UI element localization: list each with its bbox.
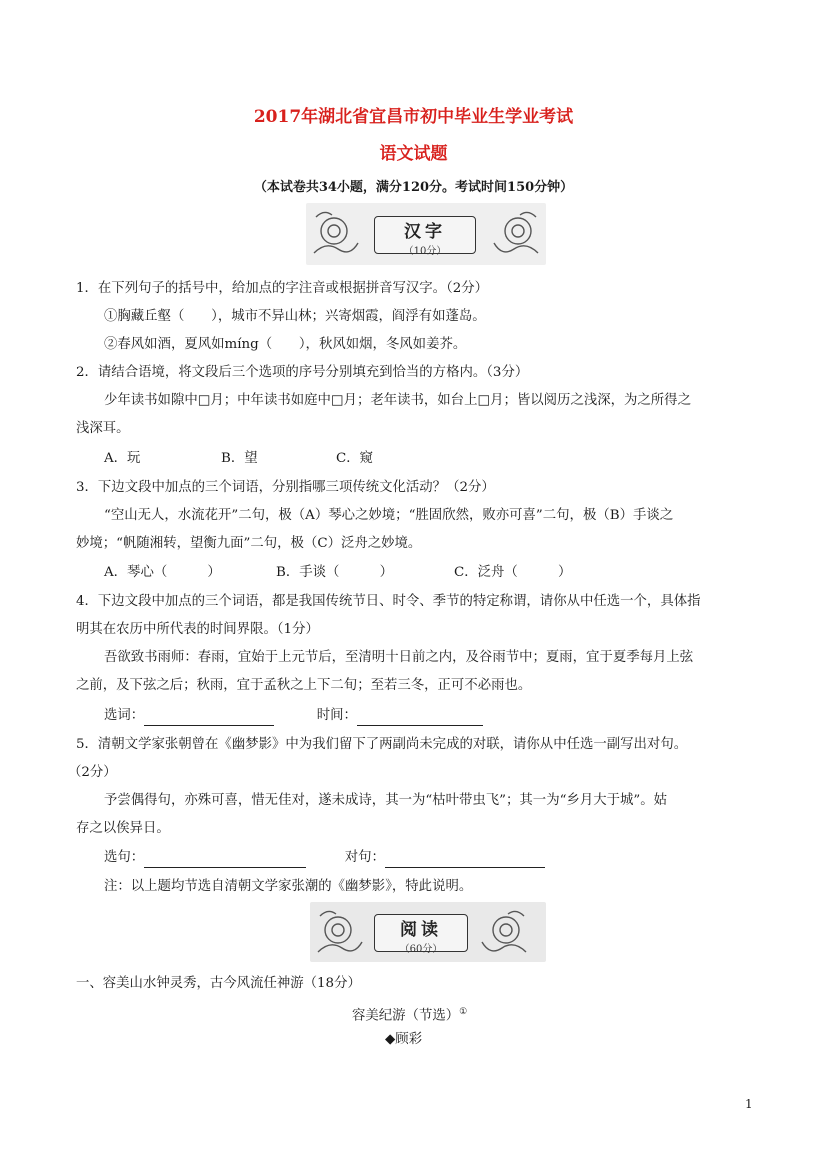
q1-item-a: ①胸藏丘壑（ ），城市不异山林；兴寄烟霞，阎浮有如蓬岛。	[104, 309, 486, 324]
article-footnote-mark: ①	[459, 1007, 468, 1017]
q3-stem: 3．下边文段中加点的三个词语，分别指哪三项传统文化活动？（2分）	[76, 480, 495, 495]
q2-option-a: A．玩	[104, 451, 141, 466]
q1-item-b: ②春风如酒，夏风如míng（ ），秋风如烟，冬风如姜芥。	[104, 337, 467, 352]
q5-answer-blank[interactable]	[385, 853, 545, 868]
q3-passage-line2: 妙境；“帆随湘转，望衡九面”二句，极（C）泛舟之妙境。	[76, 536, 422, 551]
q4-stem-line1: 4．下边文段中加点的三个词语，都是我国传统节日、时令、季节的特定称谓，请你从中任选一个，具体指	[76, 594, 701, 609]
q4-time-blank[interactable]	[357, 711, 483, 726]
q2-passage-line1: 少年读书如隙中□月；中年读书如庭中□月；老年读书，如台上□月；皆以阅历之浅深，为之所得之	[104, 393, 691, 408]
q2-option-c: C．窥	[336, 451, 374, 466]
q2-stem: 2．请结合语境，将文段后三个选项的序号分别填充到恰当的方格内。（3分）	[76, 365, 529, 380]
exam-title: 2017年湖北省宜昌市初中毕业生学业考试	[253, 107, 574, 127]
q5-answer-row	[104, 848, 545, 868]
q2-passage-line2: 浅深耳。	[76, 421, 130, 436]
q4-word-label: 选词：	[104, 708, 145, 723]
section-banner-hanzi	[306, 203, 546, 265]
article-title: 容美纪游（节选）	[352, 1008, 460, 1024]
q3-passage-line1: “空山无人，水流花开”二句，极（A）琴心之妙境；“胜固欣然，败亦可喜”二句，极（B）手谈之	[104, 508, 674, 523]
q5-stem-line1: 5．清朝文学家张朝曾在《幽梦影》中为我们留下了两副尚未完成的对联，请你从中任选一副写出对句。	[76, 737, 688, 752]
exam-note: （本试卷共34小题，满分120分。考试时间150分钟）	[253, 180, 574, 195]
exam-subtitle: 语文试题	[379, 144, 448, 164]
q3-option-c: C．泛舟（ ）	[454, 565, 572, 580]
banner-heading: 汉字	[404, 222, 446, 242]
section1-heading: 一、容美山水钟灵秀，古今风流任神游（18分）	[76, 976, 361, 991]
q5-passage-line2: 存之以俟异日。	[76, 821, 170, 836]
q3-option-a: A．琴心（ ）	[104, 565, 221, 580]
q4-passage-line1: 吾欲致书雨师：春雨，宜始于上元节后，至清明十日前之内，及谷雨节中；夏雨，宜于夏季每月上弦	[104, 650, 694, 665]
q3-option-b: B．手谈（ ）	[276, 565, 393, 580]
banner-heading: 阅读	[400, 920, 442, 940]
banner-score: （10分）	[403, 246, 447, 257]
banner-label	[374, 914, 468, 955]
banner-score: （60分）	[399, 944, 443, 955]
q5-choice-label: 选句：	[104, 850, 145, 865]
section-banner-reading	[310, 902, 546, 962]
article-author: ◆顾彩	[385, 1032, 423, 1047]
footnote: 注：以上题均节选自清朝文学家张潮的《幽梦影》，特此说明。	[104, 879, 473, 894]
q5-stem-line2: （2分）	[68, 765, 117, 780]
q1-stem: 1．在下列句子的括号中，给加点的字注音或根据拼音写汉字。（2分）	[76, 281, 489, 296]
q2-option-b: B．望	[221, 451, 258, 466]
q4-passage-line2: 之前，及下弦之后；秋雨，宜于孟秋之上下二旬；至若三冬，正可不必雨也。	[76, 678, 532, 693]
q5-choice-blank[interactable]	[144, 853, 306, 868]
banner-label	[374, 216, 476, 257]
article-title-row	[352, 1002, 467, 1026]
q5-passage-line1: 予尝偶得句，亦殊可喜，惜无佳对，遂未成诗，其一为“枯叶带虫飞”；其一为“乡月大于城”。姑	[104, 793, 668, 808]
q4-time-label: 时间：	[316, 708, 357, 723]
q5-answer-label: 对句：	[344, 850, 385, 865]
q4-stem-line2: 明其在农历中所代表的时间界限。（1分）	[76, 622, 319, 637]
q4-answer-row	[104, 706, 483, 726]
q4-word-blank[interactable]	[144, 711, 274, 726]
page-number: 1	[745, 1097, 753, 1111]
